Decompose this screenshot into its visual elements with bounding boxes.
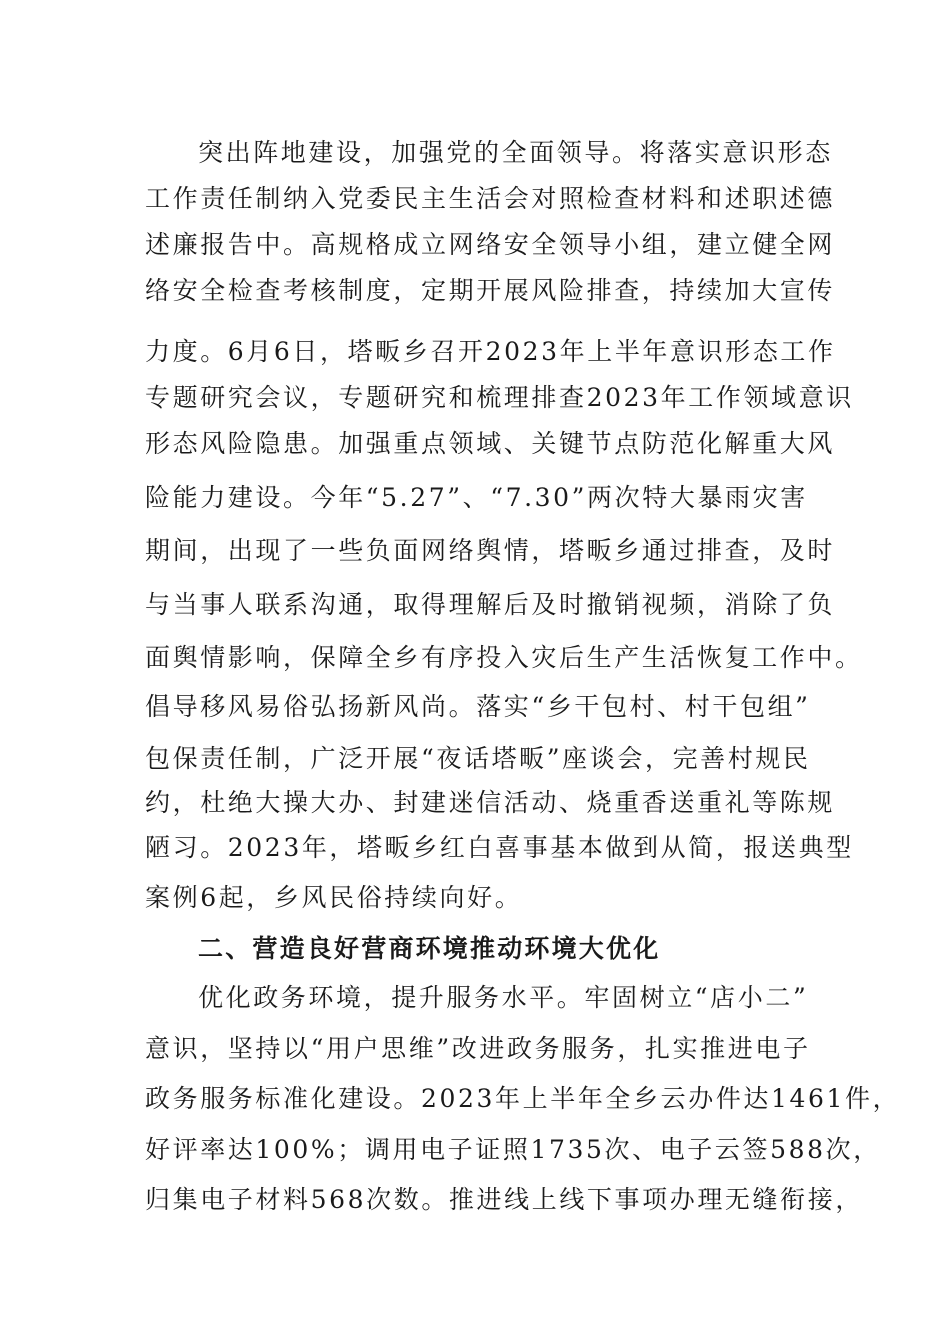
paragraph-line: 期间，出现了一些负面网络舆情，塔畈乡通过排查，及时 — [145, 536, 836, 565]
paragraph-line: 优化政务环境，提升服务水平。牢固树立“店小二” — [198, 983, 809, 1012]
paragraph-line: 政务服务标准化建设。2023年上半年全乡云办件达1461件， — [145, 1084, 901, 1113]
paragraph-line: 包保责任制，广泛开展“夜话塔畈”座谈会，完善村规民 — [145, 744, 811, 773]
paragraph-line: 力度。6月6日，塔畈乡召开2023年上半年意识形态工作 — [145, 337, 836, 366]
paragraph-line: 工作责任制纳入党委民主生活会对照检查材料和述职述德 — [145, 184, 836, 213]
paragraph-line: 约，杜绝大操大办、封建迷信活动、烧重香送重礼等陈规 — [145, 788, 836, 817]
paragraph-line: 述廉报告中。高规格成立网络安全领导小组，建立健全网 — [145, 230, 836, 259]
paragraph-line: 面舆情影响，保障全乡有序投入灾后生产生活恢复工作中。 — [145, 643, 863, 672]
paragraph-line: 案例6起，乡风民俗持续向好。 — [145, 883, 523, 912]
paragraph-line: 突出阵地建设，加强党的全面领导。将落实意识形态 — [198, 138, 833, 167]
paragraph-line: 与当事人联系沟通，取得理解后及时撤销视频，消除了负 — [145, 590, 836, 619]
section-heading: 二、营造良好营商环境推动环境大优化 — [198, 934, 661, 963]
paragraph-line: 好评率达100%；调用电子证照1735次、电子云签588次， — [145, 1135, 881, 1164]
paragraph-line: 专题研究会议，专题研究和梳理排查2023年工作领域意识 — [145, 383, 854, 412]
paragraph-line: 形态风险隐患。加强重点领域、关键节点防范化解重大风 — [145, 429, 836, 458]
paragraph-line: 倡导移风易俗弘扬新风尚。落实“乡干包村、村干包组” — [145, 692, 811, 721]
paragraph-line: 陋习。2023年，塔畈乡红白喜事基本做到从简，报送典型 — [145, 833, 854, 862]
paragraph-line: 险能力建设。今年“5.27”、“7.30”两次特大暴雨灾害 — [145, 483, 808, 512]
paragraph-line: 意识，坚持以“用户思维”改进政务服务，扎实推进电子 — [145, 1034, 811, 1063]
paragraph-line: 归集电子材料568次数。推进线上线下事项办理无缝衔接， — [145, 1185, 863, 1214]
paragraph-line: 络安全检查考核制度，定期开展风险排查，持续加大宣传 — [145, 276, 836, 305]
